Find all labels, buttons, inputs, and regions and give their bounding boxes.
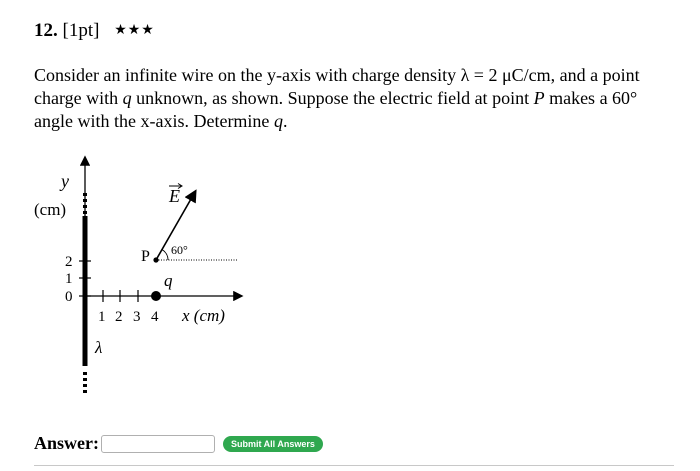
problem-figure [25, 148, 285, 408]
wire-label: λ [95, 338, 103, 357]
x-tick-label: 4 [151, 309, 159, 325]
answer-label: Answer: [34, 433, 99, 453]
answer-row [34, 433, 323, 454]
y-axis-unit: (cm) [34, 200, 67, 219]
angle-label: 60° [171, 243, 188, 257]
y-tick-label: 1 [65, 271, 73, 287]
point-p-label: P [141, 248, 150, 265]
x-tick-label: 3 [133, 309, 141, 325]
problem-statement: Consider an infinite wire on the y-axis with charge density λ = 2 μC/cm, and a point charge with q unknown, as shown. Suppose the electric field at point P makes a 60° angle with the x-axis. Determine q. [34, 65, 640, 131]
x-tick-label: 2 [115, 309, 123, 325]
y-tick-label: 2 [65, 254, 73, 270]
question-number: 12. [34, 20, 58, 41]
angle-arc [162, 250, 168, 260]
field-label: E [169, 186, 180, 206]
y-tick-label: 0 [65, 289, 73, 305]
difficulty-stars: ★★★ [114, 22, 155, 38]
answer-input[interactable] [101, 435, 215, 453]
point-charge [151, 291, 161, 301]
y-axis-label: y [61, 171, 69, 191]
x-axis-label: x (cm) [182, 306, 225, 325]
x-tick-label: 1 [98, 309, 106, 325]
question-points: [1pt] [62, 20, 100, 41]
charge-label: q [164, 271, 173, 290]
question-header [34, 20, 155, 42]
submit-all-answers-button[interactable]: Submit All Answers [223, 436, 323, 452]
divider [34, 465, 674, 466]
